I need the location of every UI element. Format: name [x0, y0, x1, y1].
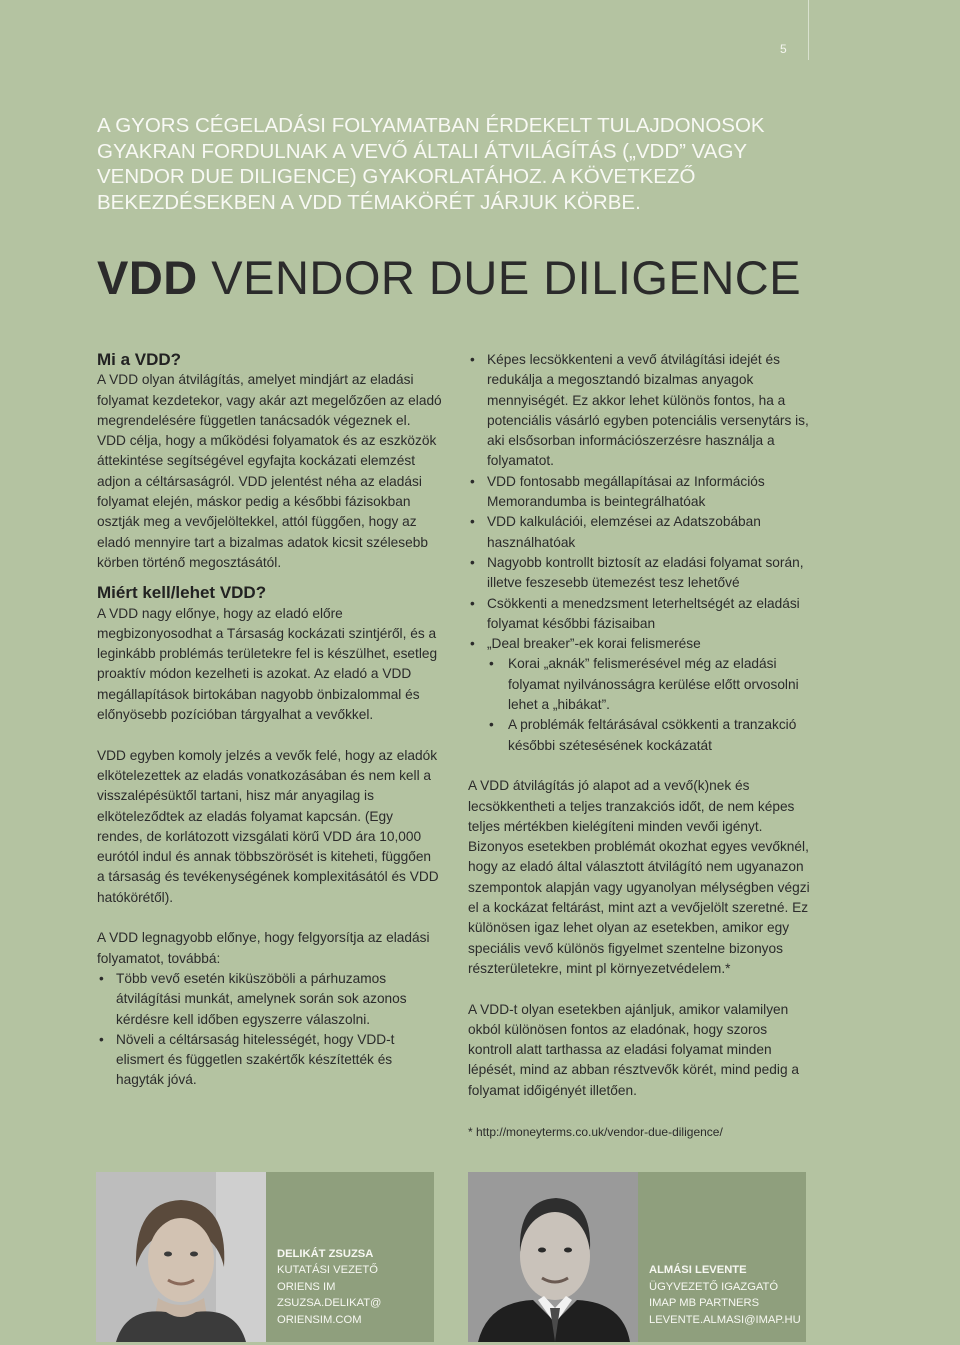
heading-why-vdd: Miért kell/lehet VDD? — [97, 583, 267, 603]
author-role: ÜGYVEZETŐ IGAZGATÓ — [649, 1280, 779, 1293]
title-rest: VENDOR DUE DILIGENCE — [197, 251, 802, 304]
list-item: • Több vevő esetén kiküszöböli a párhuzamos átvilágítási munkát, amelynek során sok azonos kérdésre kell időben egyszerre válaszolni. — [97, 969, 442, 1030]
benefit-list — [468, 350, 813, 756]
author-name: ALMÁSI LEVENTE — [649, 1264, 747, 1276]
author-company: IMAP MB PARTNERS — [649, 1297, 760, 1309]
left-column — [97, 350, 442, 1091]
heading-what-is-vdd: Mi a VDD? — [97, 350, 182, 369]
list-item: • Nagyobb kontrollt biztosít az eladási folyamat során, illetve feszesebb ütemezést tesz lehetővé — [468, 553, 813, 594]
author-card-almasi — [638, 1172, 806, 1342]
sub-list-item: • A problémák feltárásával csökkenti a tranzakció későbbi szétesésének kockázatát — [487, 715, 813, 756]
list-item: • Csökkenti a menedzsment leterheltségét az eladási folyamat későbbi fázisaiban — [468, 594, 813, 635]
paragraph-recommendation: A VDD-t olyan esetekben ajánljuk, amikor valamilyen okból különösen fontos az eladónak, hogy szoros kontroll alatt tarthassa az eladási folyamat minden lépését, mind az abban résztvevők körét, mind pedig a folyamat időigényét illetően. — [468, 1001, 799, 1098]
author-email-domain: ORIENSIM.COM — [277, 1313, 362, 1326]
list-item — [468, 634, 813, 756]
advantage-list — [97, 969, 442, 1091]
author-role: KUTATÁSI VEZETŐ — [277, 1264, 378, 1276]
sub-list-item: • Korai „aknák” felismerésével még az eladási folyamat nyilvánosságra kerülése előtt orvosolni lehet a „hibákat”. — [487, 654, 813, 715]
author-company: ORIENS IM — [277, 1280, 336, 1293]
paragraph-why-vdd: A VDD nagy előnye, hogy az eladó előre megbizonyosodhat a Társaság kockázati szintjéről, és a leginkább problémás területekre fel is készülhet, esetleg proaktív módon kezelheti is azokat. Az eladó a VDD megállapítások birtokában nagyobb önbizalommal és előnyösebb pozícióban tárgyalhat a vevőkkel. — [97, 605, 438, 723]
paragraph-signal-to-buyers: VDD egyben komoly jelzés a vevők felé, hogy az eladók elkötelezettek az eladás vonatkozásában és nem kell a visszalépésüktől tartani, hisz már anyagilag is elköteleződtek az eladás folyamat kapcsán. (Egy rendes, de korlátozott vizsgálati körű VDD ára 10,000 eurótól indul és annak többszörösét is kiteheti, függően a társaság és tevékenységének komplexitásától és VDD hatókörétől). — [97, 747, 439, 905]
right-column — [468, 350, 813, 1101]
page-divider-line — [808, 0, 809, 60]
paragraph-biggest-advantage: A VDD legnagyobb előnye, hogy felgyorsítja az eladási folyamatot, továbbá: — [97, 930, 430, 966]
author-name: DELIKÁT ZSUZSA — [277, 1247, 374, 1260]
author-card-delikat — [266, 1172, 434, 1342]
paragraph-vdd-limitations: A VDD átvilágítás jó alapot ad a vevő(k)nek és lecsökkentheti a teljes tranzakciós időt, de nem képes teljes mértékben kielégíteni minden vevői igényt. Bizonyos esetekben problémát okozhat egyes vevőknél, hogy az eladó által választott átvilágító nem ugyanazon szempontok alapján vagy ugyanolyan mélységben végzi el a kockázat feltárást, mint azt a vevőjelölt szeretné. Ez különösen igaz lehet olyan az esetekben, amikor egy speciális vevő különös figyelmet szentelne bizonyos részterületekre, mint pl környezetvédelem.* — [468, 778, 810, 976]
author-photo-delikat — [96, 1172, 266, 1342]
page-number: 5 — [780, 42, 787, 56]
title-bold: VDD — [97, 251, 198, 304]
list-item: • Növeli a céltársaság hitelességét, hogy VDD-t elismert és független szakértők készítették és hagyták jóvá. — [97, 1030, 442, 1091]
page-title — [97, 250, 801, 305]
list-item-text: „Deal breaker”-ek korai felismerése — [487, 636, 701, 652]
sub-list — [487, 654, 813, 755]
list-item: • VDD fontosabb megállapításai az Információs Memorandumba is beintegrálhatóak — [468, 472, 813, 513]
list-item: • VDD kalkulációi, elemzései az Adatszobában használhatóak — [468, 512, 813, 553]
author-photo-almasi — [468, 1172, 638, 1342]
author-email: LEVENTE.ALMASI@IMAP.HU — [649, 1313, 801, 1326]
paragraph-what-is-vdd: A VDD olyan átvilágítás, amelyet mindjárt az eladási folyamat kezdetekor, vagy akár azt megelőzően az eladó megrendelésére független tanácsadók végeznek el. VDD célja, hogy a működési folyamatok és az eszközök áttekintése segítségével egyfajta kockázati elemzést adjon a céltársaságról. VDD jelentést néha az eladási folyamat elején, máskor pedig a későbbi fázisokban osztják meg a vevőjelöltekkel, attól függően, hogy az eladó mennyire tart a bizalmas adatok kicsit szélesebb körben történő megosztásától. — [97, 372, 442, 570]
intro-text: A GYORS CÉGELADÁSI FOLYAMATBAN ÉRDEKELT TULAJDONOSOK GYAKRAN FORDULNAK A VEVŐ ÁLTALI ÁTVILÁGÍTÁS („VDD” VAGY VENDOR DUE DILIGENCE) GYAKORLATÁHOZ. A KÖVETKEZŐ BEKEZDÉSEKBEN A VDD TÉMAKÖRÉT JÁRJUK KÖRBE. — [97, 114, 765, 214]
author-email: ZSUZSA.DELIKAT@ — [277, 1297, 382, 1309]
footnote: * http://moneyterms.co.uk/vendor-due-diligence/ — [468, 1125, 723, 1139]
list-item: • Képes lecsökkenteni a vevő átvilágítási idejét és redukálja a megosztandó bizalmas anyagok mennyiségét. Ez akkor lehet különös fontos, ha a potenciális vásárló egyben potenciális versenytárs is, aki elsősorban információszerzésre használja a folyamatot. — [468, 350, 813, 472]
